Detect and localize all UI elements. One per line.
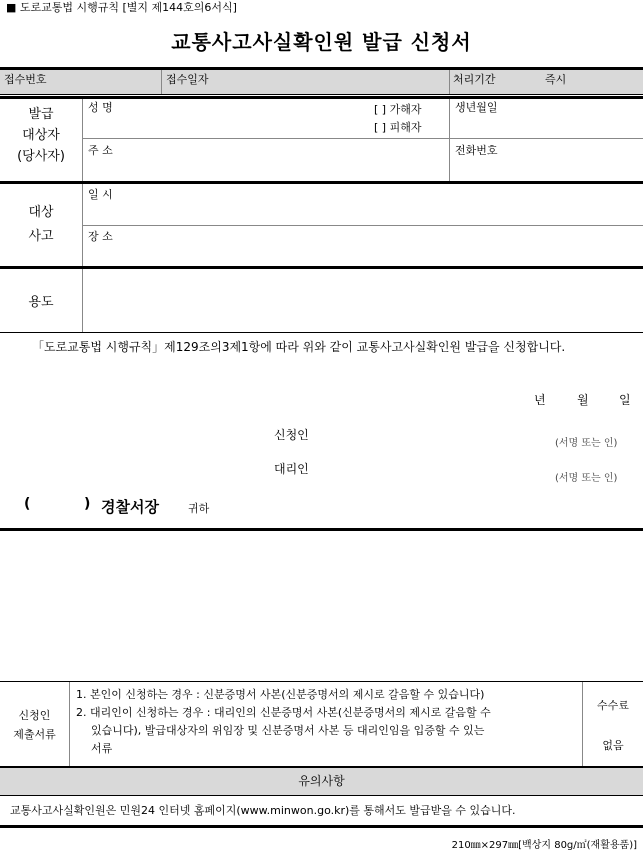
receipt-date-label: 접수일자	[166, 73, 209, 86]
documents-item-2-line-1: 2. 대리인이 신청하는 경우 : 대리인의 신분증명서 사본(신분증명서의 제시로 갈음할 수	[76, 706, 491, 719]
documents-item-2-line-2: 있습니다), 발급대상자의 위임장 및 신분증명서 사본 등 대리인임을 입증할 수 있는	[91, 724, 485, 737]
divider	[82, 99, 83, 182]
form-title: 교통사고사실확인원 발급 신청서	[171, 30, 472, 54]
address-label: 주 소	[88, 144, 113, 157]
receipt-number-label: 접수번호	[4, 73, 47, 86]
paper-spec: 210㎜×297㎜[백상지 80g/㎡(재활용품)]	[451, 840, 637, 851]
applicant-label: 신청인	[274, 428, 309, 442]
fee-label: 수수료	[597, 699, 629, 712]
declaration-text: 「도로교통법 시행규칙」제129조의3제1항에 따라 위와 같이 교통사고사실확인원 발급을 신청합니다.	[32, 340, 566, 354]
applicant-sign-note: (서명 또는 인)	[555, 438, 618, 449]
datetime-label: 일 시	[88, 188, 113, 201]
divider	[0, 681, 643, 682]
divider	[449, 99, 450, 182]
recipient-paren-open: (	[24, 496, 31, 512]
divider	[449, 70, 450, 94]
divider	[582, 682, 583, 766]
purpose-field[interactable]	[88, 272, 633, 328]
issuance-target-label-3: (당사자)	[17, 149, 65, 164]
documents-list	[76, 686, 576, 758]
divider	[0, 181, 643, 184]
accident-label-2: 사고	[28, 229, 54, 244]
divider	[0, 528, 643, 531]
agent-signature-field[interactable]	[330, 456, 540, 480]
accident-label-1: 대상	[28, 205, 54, 220]
divider	[0, 94, 643, 95]
issuance-target-label-2: 대상자	[22, 128, 60, 143]
date-year-label: 년	[534, 393, 546, 407]
name-field[interactable]	[150, 98, 360, 134]
divider	[0, 332, 643, 333]
documents-label	[0, 706, 69, 744]
issuance-target-label-1: 발급	[28, 107, 54, 122]
notice-text: 교통사고사실확인원은 민원24 인터넷 홈페이지(www.minwon.go.kr)를 통해서도 발급받을 수 있습니다.	[10, 804, 516, 817]
processing-period-label: 처리기간	[453, 73, 496, 86]
phone-field[interactable]	[455, 158, 635, 178]
documents-item-1: 1. 본인이 신청하는 경우 : 신분증명서 사본(신분증명서의 제시로 갈음할 수 있습니다)	[76, 688, 485, 701]
issuance-target-label	[0, 104, 82, 167]
divider	[161, 70, 162, 94]
documents-label-1: 신청인	[18, 709, 51, 722]
notice-title: 유의사항	[298, 774, 345, 788]
divider	[82, 269, 83, 332]
divider	[0, 825, 643, 828]
victim-checkbox[interactable]: [ ] 피해자	[374, 121, 422, 134]
divider	[0, 266, 643, 269]
agent-label: 대리인	[274, 462, 309, 476]
birthdate-label: 생년월일	[455, 101, 498, 114]
recipient-title: 경찰서장	[101, 498, 159, 516]
documents-item-2-line-3: 서류	[91, 742, 113, 755]
agent-sign-note: (서명 또는 인)	[555, 473, 618, 484]
documents-label-2: 제출서류	[13, 728, 56, 741]
place-label: 장 소	[88, 230, 113, 243]
fee-value: 없음	[602, 739, 624, 752]
purpose-label: 용도	[28, 295, 54, 310]
place-field[interactable]	[130, 228, 630, 264]
name-label: 성 명	[88, 101, 113, 114]
phone-label: 전화번호	[455, 144, 498, 157]
accident-label	[0, 201, 82, 249]
divider	[82, 225, 643, 226]
recipient-honorific: 귀하	[188, 502, 210, 515]
date-month-label: 월	[577, 393, 589, 407]
applicant-signature-field[interactable]	[330, 422, 540, 446]
perpetrator-checkbox[interactable]: [ ] 가해자	[374, 103, 422, 116]
processing-period-value: 즉시	[545, 73, 567, 86]
address-field[interactable]	[130, 142, 440, 178]
regulation-label: ■ 도로교통법 시행규칙 [별지 제144호의6서식]	[6, 1, 237, 14]
date-day-label: 일	[619, 393, 631, 407]
divider	[69, 682, 70, 766]
divider	[82, 138, 643, 139]
recipient-paren-close: )	[84, 496, 91, 512]
police-station-field[interactable]	[36, 494, 80, 516]
birthdate-field[interactable]	[455, 116, 635, 136]
datetime-field[interactable]	[130, 186, 630, 222]
